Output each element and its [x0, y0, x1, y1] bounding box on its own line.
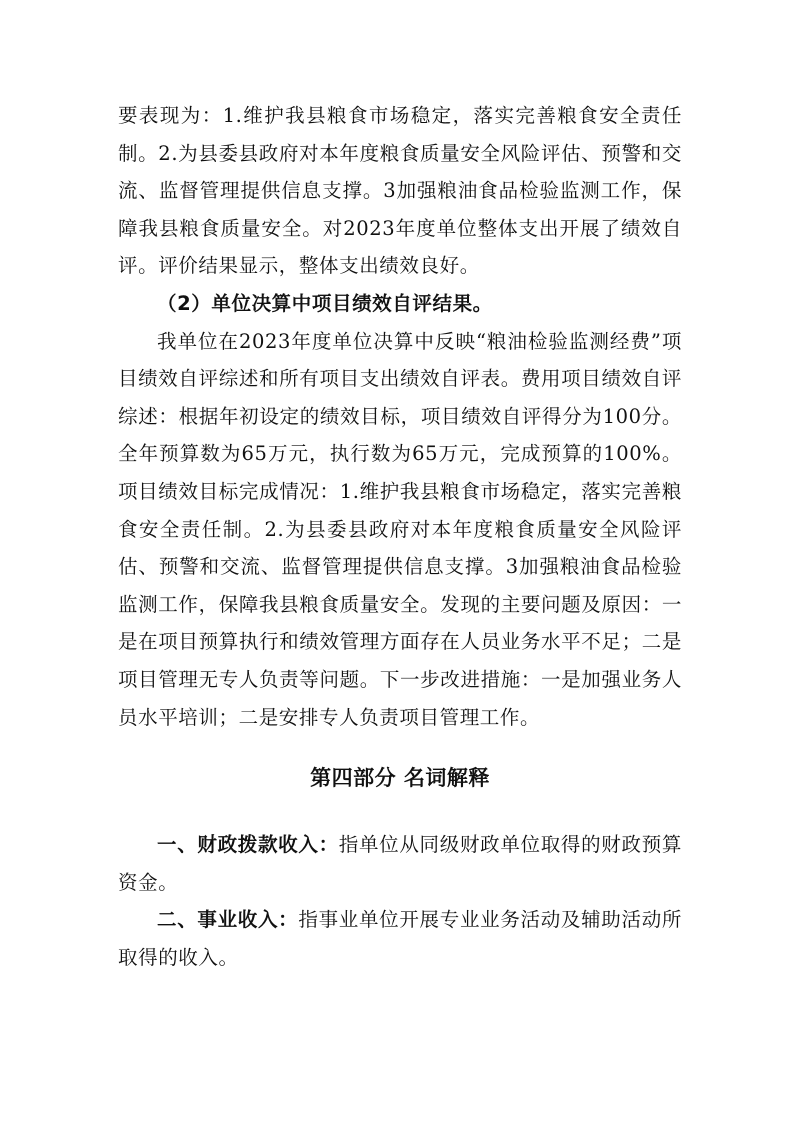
definition-text: 指事业单位开展专业业务活动及辅助活动所取得的收入。: [118, 908, 682, 969]
definition-term: 一、财政拨款收入：: [157, 833, 339, 856]
body-section: [118, 97, 682, 736]
subheading-project-results: （2）单位决算中项目绩效自评结果。: [157, 291, 493, 315]
definition-item: [118, 826, 682, 901]
paragraph-intro: 要表现为：1.维护我县粮食市场稳定，落实完善粮食安全责任制。2.为县委县政府对本年度粮食质量安全风险评估、预警和交流、监督管理提供信息支撑。3加强粮油食品检验监测工作，保障我县粮食质量安全。对2023年度单位整体支出开展了绩效自评。评价结果显示，整体支出绩效良好。: [118, 104, 682, 278]
definitions-section: [118, 826, 682, 976]
definition-item: [118, 901, 682, 976]
definition-text: 指单位从同级财政单位取得的财政预算资金。: [118, 833, 682, 894]
definition-term: 二、事业收入：: [157, 908, 299, 932]
section-heading: 第四部分 名词解释: [310, 766, 490, 790]
paragraph-project: 我单位在2023年度单位决算中反映“粮油检验监测经费”项目绩效自评综述和所有项目支出绩效自评表。费用项目绩效自评综述：根据年初设定的绩效目标，项目绩效自评得分为100分。全年预算数为65万元，执行数为65万元，完成预算的100%。项目绩效目标完成情况：1.维护我县粮食市场稳定，落实完善粮食安全责任制。2.为县委县政府对本年度粮食质量安全风险评估、预警和交流、监督管理提供信息支撑。3加强粮油食品检验监测工作，保障我县粮食质量安全。发现的主要问题及原因：一是在项目预算执行和绩效管理方面存在人员业务水平不足；二是项目管理无专人负责等问题。下一步改进措施：一是加强业务人员水平培训；二是安排专人负责项目管理工作。: [118, 329, 682, 729]
